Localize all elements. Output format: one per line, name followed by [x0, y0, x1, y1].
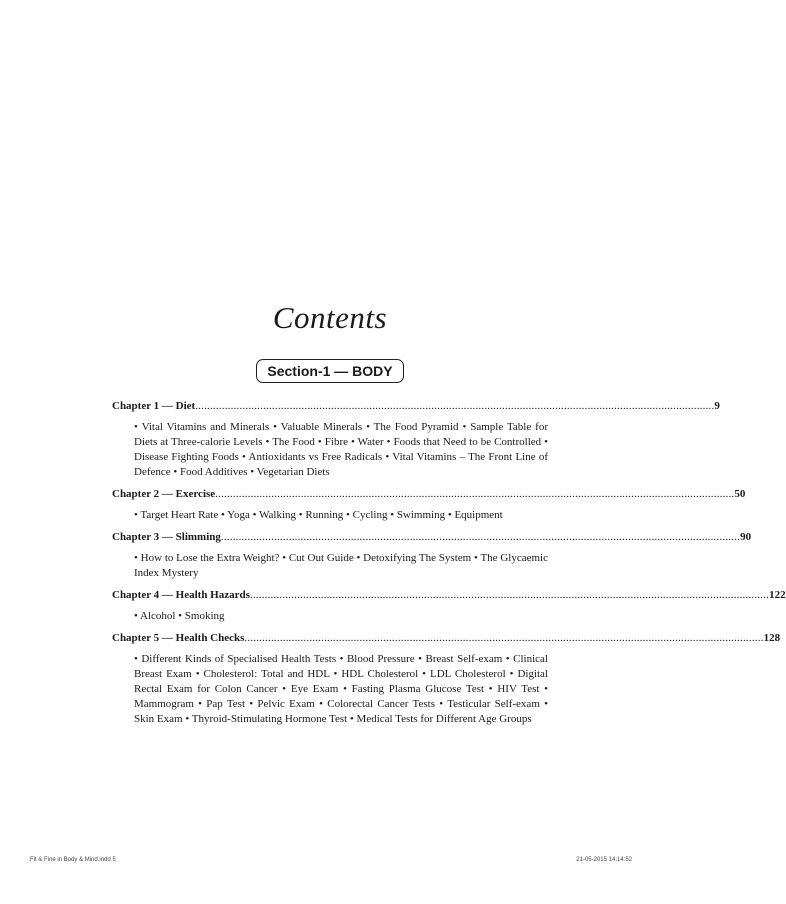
chapter-title: Chapter 3 — Slimming: [112, 531, 221, 543]
chapter-topics: • Different Kinds of Specialised Health Tests • Blood Pressure • Breast Self-exam • Clinical Breast Exam • Cholesterol: Total and HDL • HDL Cholesterol • LDL Cholesterol • Digital Rectal Exam for Colon Cancer • Eye Exam • Fasting Plasma Glucose Test • HIV Test • Mammogram • Pap Test • Pelvic Exam • Colorectal Cancer Tests • Testicular Self-exam • Skin Exam • Thyroid-Stimulating Hormone Test • Medical Tests for Different Age Groups: [134, 653, 548, 725]
chapter-topics: • Alcohol • Smoking: [134, 610, 225, 622]
page-number: 50: [734, 488, 746, 500]
table-of-contents: [112, 398, 786, 733]
chapter-topics: • Target Heart Rate • Yoga • Walking • Running • Cycling • Swimming • Equipment: [134, 509, 503, 521]
section-heading: Section-1 — BODY: [256, 359, 404, 383]
chapter-heading[interactable]: [112, 486, 746, 502]
dot-leader: ................................................................................................................................................................................: [220, 531, 741, 543]
footer-timestamp: 21-05-2015 14:14:52: [576, 857, 632, 863]
footer-file-name: Fit & Fine in Body & Mind.indd 5: [30, 857, 116, 863]
chapter-topics: • Vital Vitamins and Minerals • Valuable Minerals • The Food Pyramid • Sample Table for Diets at Three-calorie Levels • The Food • Fibre • Water • Foods that Need to be Controlled • Disease Fighting Foods • Antioxidants vs Free Radicals • Vital Vitamins – The Front Line of Defence • Food Additives • Vegetarian Diets: [134, 421, 548, 478]
chapter-heading[interactable]: [112, 587, 786, 603]
chapter-heading[interactable]: [112, 529, 752, 545]
toc-entry-chapter-2: [112, 486, 746, 523]
chapter-title: Chapter 5 — Health Checks: [112, 632, 245, 644]
dot-leader: ................................................................................................................................................................................: [195, 400, 715, 412]
toc-entry-chapter-5: [112, 630, 781, 727]
page-number: 90: [740, 531, 752, 543]
page-number: 122: [769, 589, 786, 601]
chapter-topics: • How to Lose the Extra Weight? • Cut Out Guide • Detoxifying The System • The Glycaemic Index Mystery: [134, 552, 548, 579]
dot-leader: ................................................................................................................................................................................: [249, 589, 770, 601]
chapter-heading[interactable]: [112, 630, 781, 646]
toc-entry-chapter-4: [112, 587, 786, 624]
chapter-heading[interactable]: [112, 398, 720, 414]
page-number: 9: [714, 400, 720, 412]
chapter-title: Chapter 2 — Exercise: [112, 488, 216, 500]
dot-leader: ................................................................................................................................................................................: [244, 632, 764, 644]
chapter-title: Chapter 4 — Health Hazards: [112, 589, 250, 601]
dot-leader: ................................................................................................................................................................................: [215, 488, 735, 500]
chapter-title: Chapter 1 — Diet: [112, 400, 196, 412]
page-number: 128: [763, 632, 781, 644]
page-title: Contents: [272, 300, 388, 335]
toc-entry-chapter-3: [112, 529, 752, 581]
toc-entry-chapter-1: [112, 398, 720, 480]
